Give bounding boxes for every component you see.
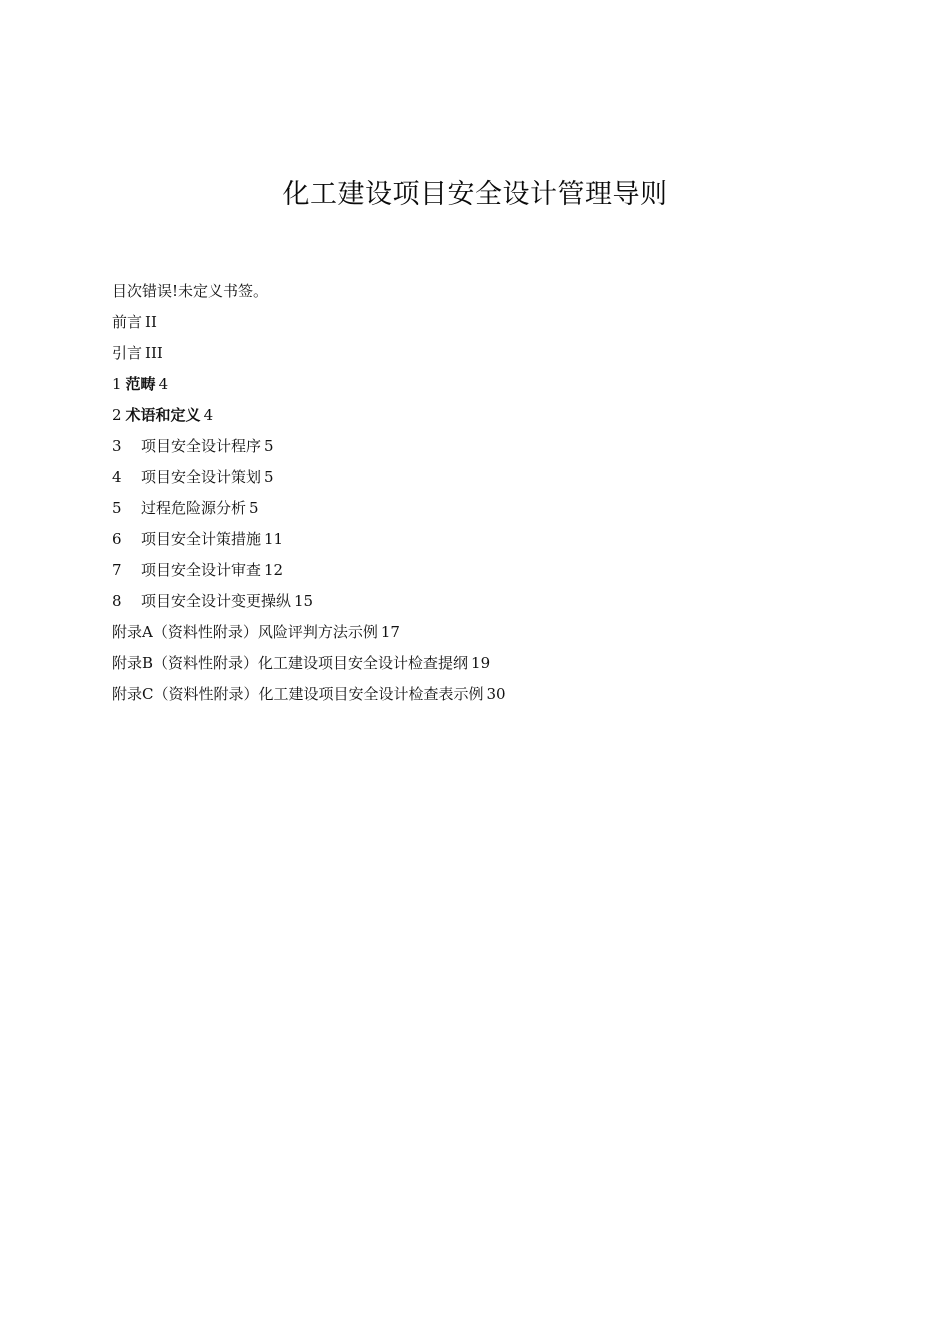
toc-entry[interactable] xyxy=(112,281,506,312)
toc-entry-title: 目次错误!未定义书签。 xyxy=(112,282,269,300)
toc-entry-title: 项目安全设计变更操纵 xyxy=(141,592,292,610)
toc-entry[interactable] xyxy=(112,436,506,467)
toc-entry-title: 前言 xyxy=(112,313,143,331)
toc-entry-page-number: 5 xyxy=(264,437,274,455)
toc-entry[interactable] xyxy=(112,312,506,343)
toc-entry-page-number: II xyxy=(145,313,157,331)
toc-entry[interactable] xyxy=(112,498,506,529)
toc-entry-title: 项目安全计策措施 xyxy=(141,530,262,548)
toc-entry-page-number: 4 xyxy=(203,406,214,424)
toc-entry[interactable] xyxy=(112,405,506,436)
toc-entry-page-number: III xyxy=(145,344,163,362)
toc-entry-page-number: 19 xyxy=(471,654,491,672)
toc-entry-page-number: 5 xyxy=(249,499,259,517)
toc-entry-number: 8 xyxy=(112,592,122,610)
toc-entry-title: 附录A（资料性附录）风险评判方法示例 xyxy=(112,623,378,641)
toc-entry[interactable] xyxy=(112,529,506,560)
toc-entry-number: 2 xyxy=(112,406,122,424)
toc-entry-number: 6 xyxy=(112,530,122,548)
table-of-contents xyxy=(112,281,506,715)
toc-entry-page-number: 11 xyxy=(264,530,284,548)
toc-entry-title: 项目安全设计策划 xyxy=(141,468,262,486)
toc-entry-title: 过程危险源分析 xyxy=(141,499,247,517)
toc-entry-title: 术语和定义 xyxy=(125,406,201,424)
document-title: 化工建设项目安全设计管理导则 xyxy=(282,179,668,210)
toc-entry-page-number: 15 xyxy=(294,592,314,610)
toc-entry-page-number: 4 xyxy=(158,375,169,393)
toc-entry-page-number: 12 xyxy=(264,561,284,579)
toc-entry[interactable] xyxy=(112,684,506,715)
toc-entry-number: 7 xyxy=(112,561,122,579)
toc-entry-page-number: 5 xyxy=(264,468,274,486)
toc-entry-number: 4 xyxy=(112,468,122,486)
toc-entry[interactable] xyxy=(112,560,506,591)
toc-entry-title: 附录C（资料性附录）化工建设项目安全设计检查表示例 xyxy=(112,685,484,703)
toc-entry-title: 项目安全设计审查 xyxy=(141,561,262,579)
toc-entry-title: 项目安全设计程序 xyxy=(141,437,262,455)
toc-entry-page-number: 30 xyxy=(486,685,506,703)
toc-entry[interactable] xyxy=(112,343,506,374)
toc-entry-number: 1 xyxy=(112,375,122,393)
toc-entry-number: 5 xyxy=(112,499,122,517)
toc-entry-title: 范畴 xyxy=(125,375,156,393)
toc-entry[interactable] xyxy=(112,653,506,684)
toc-entry-number: 3 xyxy=(112,437,122,455)
toc-entry-title: 附录B（资料性附录）化工建设项目安全设计检查提纲 xyxy=(112,654,469,672)
toc-entry-page-number: 17 xyxy=(380,623,400,641)
toc-entry[interactable] xyxy=(112,622,506,653)
toc-entry[interactable] xyxy=(112,374,506,405)
toc-entry[interactable] xyxy=(112,591,506,622)
toc-entry[interactable] xyxy=(112,467,506,498)
toc-entry-title: 引言 xyxy=(112,344,143,362)
